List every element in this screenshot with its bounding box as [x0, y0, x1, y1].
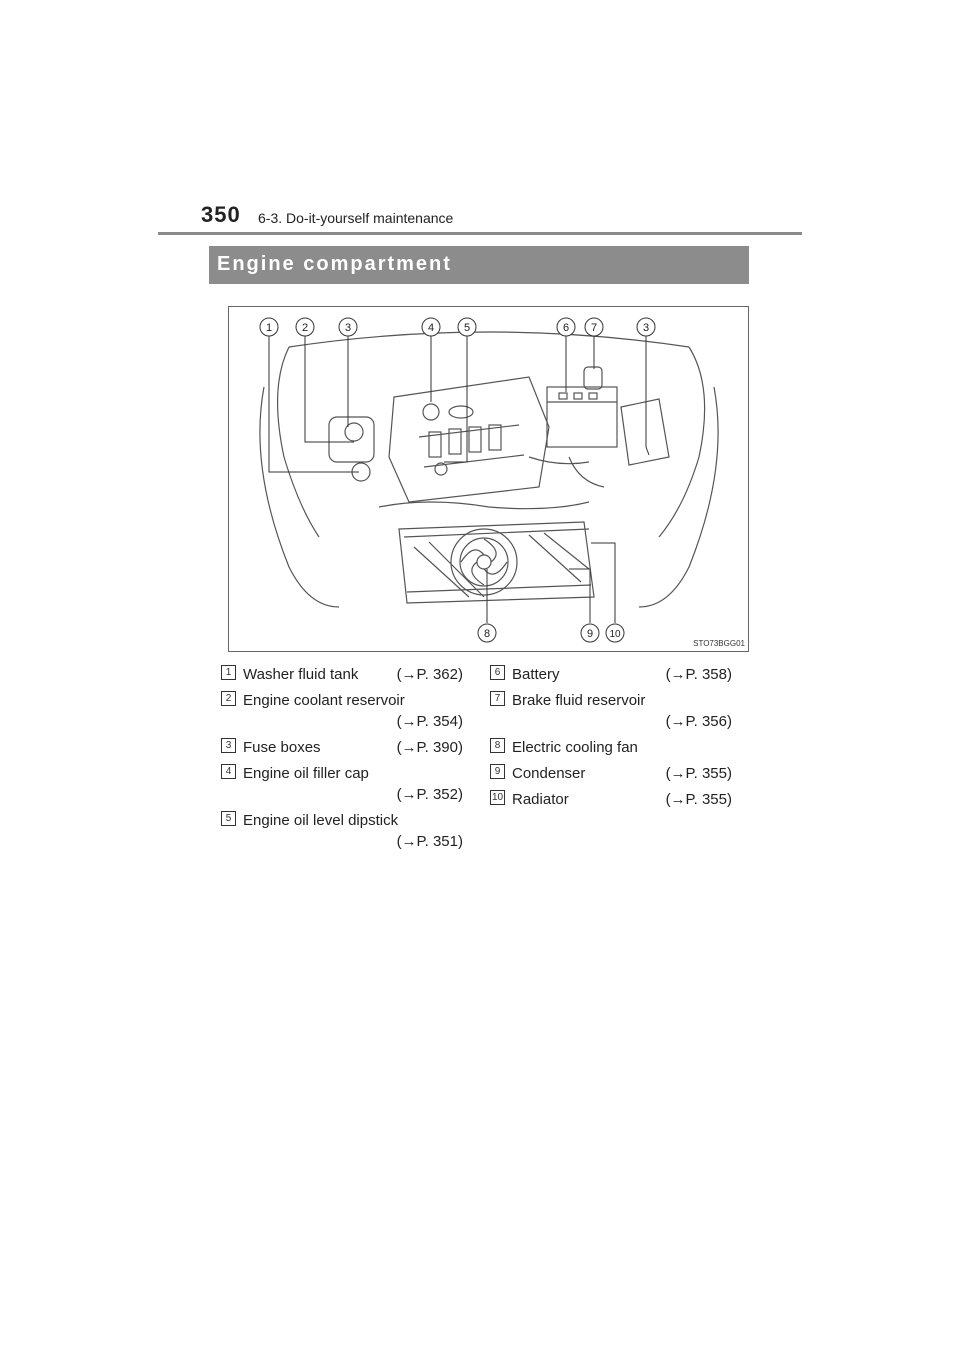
legend-item	[221, 763, 463, 805]
item-number-badge: 7	[490, 691, 505, 706]
callout-6: 6	[562, 322, 570, 334]
item-number-badge: 10	[491, 792, 504, 803]
item-label: Washer fluid tank	[243, 666, 359, 683]
callout-1: 1	[265, 322, 273, 334]
legend-item	[490, 664, 732, 685]
callout-9: 9	[586, 628, 594, 640]
legend-item	[490, 763, 732, 784]
engine-compartment-figure	[228, 306, 749, 652]
item-number-badge: 8	[490, 738, 505, 753]
legend-item	[490, 690, 732, 732]
item-page-ref: (→P. 352)	[396, 786, 463, 803]
item-page-ref: (→P. 356)	[665, 713, 732, 730]
item-number-badge: 2	[221, 691, 236, 706]
callout-4: 4	[427, 322, 435, 334]
legend-item	[221, 737, 463, 758]
item-page-ref: (→P. 354)	[396, 713, 463, 730]
legend-item	[490, 789, 732, 810]
item-number-badge: 5	[221, 811, 236, 826]
callout-3b: 3	[642, 322, 650, 334]
legend-right	[490, 664, 732, 815]
legend-item	[221, 690, 463, 732]
item-page-ref: (→P. 390)	[396, 739, 463, 756]
callout-2: 2	[301, 322, 309, 334]
item-label: Battery	[512, 666, 560, 683]
item-label: Brake fluid reservoir	[512, 692, 646, 709]
item-number-badge: 9	[490, 764, 505, 779]
item-page-ref: (→P. 351)	[396, 833, 463, 850]
engine-illustration	[229, 307, 750, 653]
item-label: Radiator	[512, 791, 569, 808]
section-title: 6-3. Do-it-yourself maintenance	[258, 210, 454, 226]
legend-item	[221, 664, 463, 685]
item-label: Engine oil level dipstick	[243, 812, 399, 829]
item-number-badge: 6	[490, 665, 505, 680]
callout-5: 5	[463, 322, 471, 334]
item-label: Electric cooling fan	[512, 739, 638, 756]
item-label: Engine oil filler cap	[243, 765, 369, 782]
legend-item	[490, 737, 732, 758]
callout-3: 3	[344, 322, 352, 334]
item-number-badge: 4	[221, 764, 236, 779]
item-label: Engine coolant reservoir	[243, 692, 405, 709]
item-page-ref: (→P. 362)	[396, 666, 463, 683]
figure-code: STO73BGG01	[693, 639, 745, 648]
item-page-ref: (→P. 355)	[665, 791, 732, 808]
header-rule	[158, 232, 802, 235]
callout-10: 10	[609, 629, 621, 640]
item-number-badge: 3	[221, 738, 236, 753]
callout-7: 7	[590, 322, 598, 334]
item-page-ref: (→P. 355)	[665, 765, 732, 782]
page-number: 350	[201, 202, 241, 227]
banner-title: Engine compartment	[217, 253, 452, 275]
section-banner	[209, 246, 749, 284]
callout-8: 8	[483, 628, 491, 640]
item-page-ref: (→P. 358)	[665, 666, 732, 683]
legend-left	[221, 664, 463, 857]
item-label: Fuse boxes	[243, 739, 321, 756]
legend-item	[221, 810, 463, 852]
item-number-badge: 1	[221, 665, 236, 680]
item-label: Condenser	[512, 765, 586, 782]
